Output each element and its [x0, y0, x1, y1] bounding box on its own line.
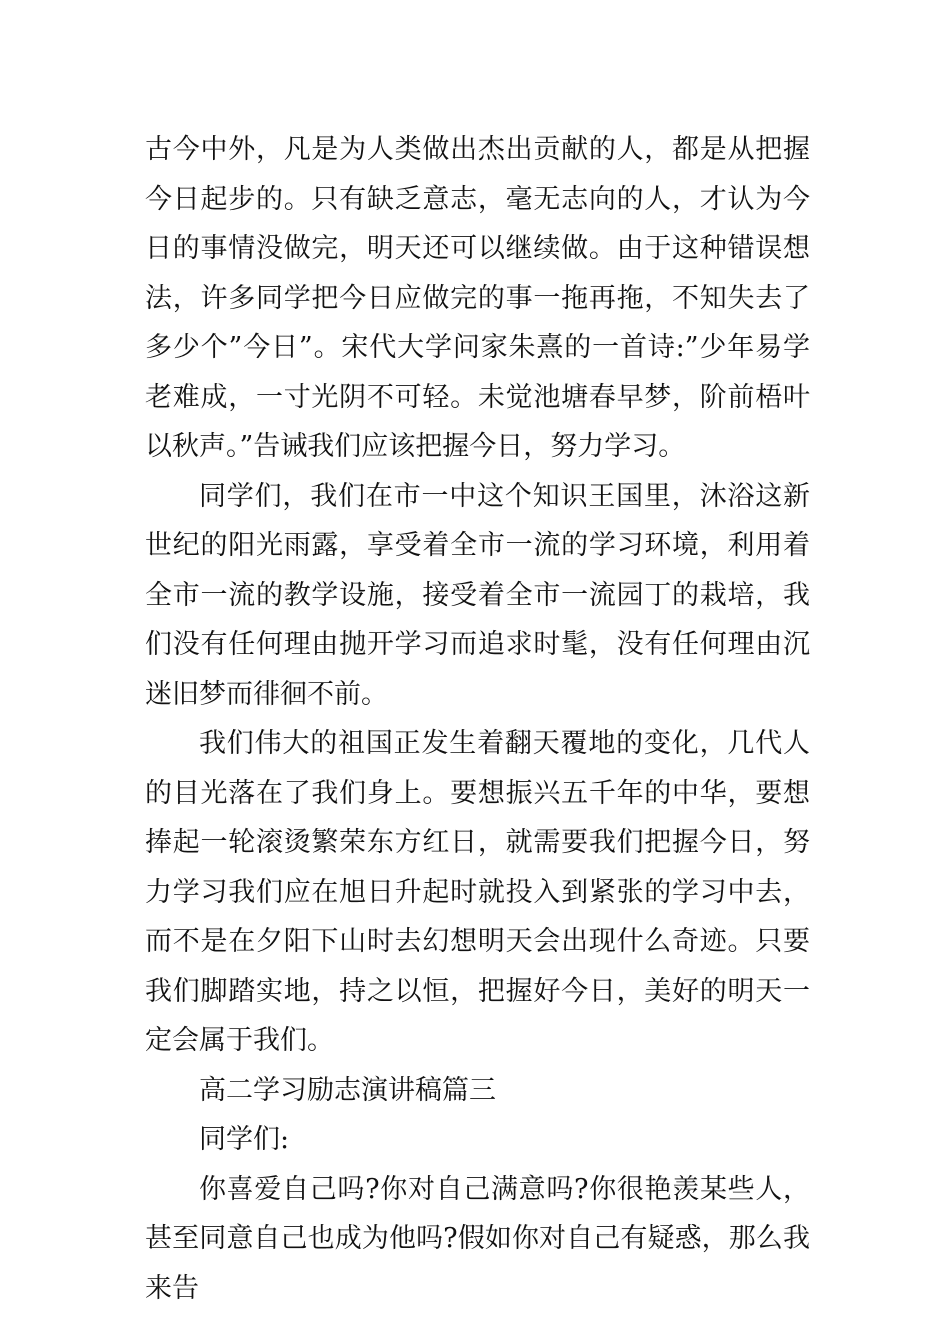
paragraph-2: 同学们，我们在市一中这个知识王国里，沐浴这新世纪的阳光雨露，享受着全市一流的学习环境，利用着全市一流的教学设施，接受着全市一流园丁的栽培，我们没有任何理由抛开学习而追求时髦，没有任何理由沉迷旧梦而徘徊不前。 [145, 480, 810, 710]
paragraph-3: 我们伟大的祖国正发生着翻天覆地的变化，几代人的目光落在了我们身上。要想振兴五千年的中华，要想捧起一轮滚烫繁荣东方红日，就需要我们把握今日，努力学习我们应在旭日升起时就投入到紧张的学习中去，而不是在夕阳下山时去幻想明天会出现什么奇迹。只要我们脚踏实地，持之以恒，把握好今日，美好的明天一定会属于我们。 [145, 728, 810, 1056]
salutation: 同学们: [199, 1124, 290, 1155]
document-body [145, 125, 810, 1313]
paragraph-4: 你喜爱自己吗?你对自己满意吗?你很艳羡某些人，甚至同意自己也成为他吗?假如你对自己有疑惑，那么我来告 [145, 1173, 810, 1304]
paragraph-1: 古今中外，凡是为人类做出杰出贡献的人，都是从把握今日起步的。只有缺乏意志，毫无志向的人，才认为今日的事情没做完，明天还可以继续做。由于这种错误想法，许多同学把今日应做完的事一拖再拖，不知失去了多少个”今日”。宋代大学问家朱熹的一首诗:”少年易学老难成，一寸光阴不可轻。未觉池塘春早梦，阶前梧叶以秋声。”告诫我们应该把握今日，努力学习。 [145, 134, 810, 462]
section-heading: 高二学习励志演讲稿篇三 [199, 1074, 496, 1106]
